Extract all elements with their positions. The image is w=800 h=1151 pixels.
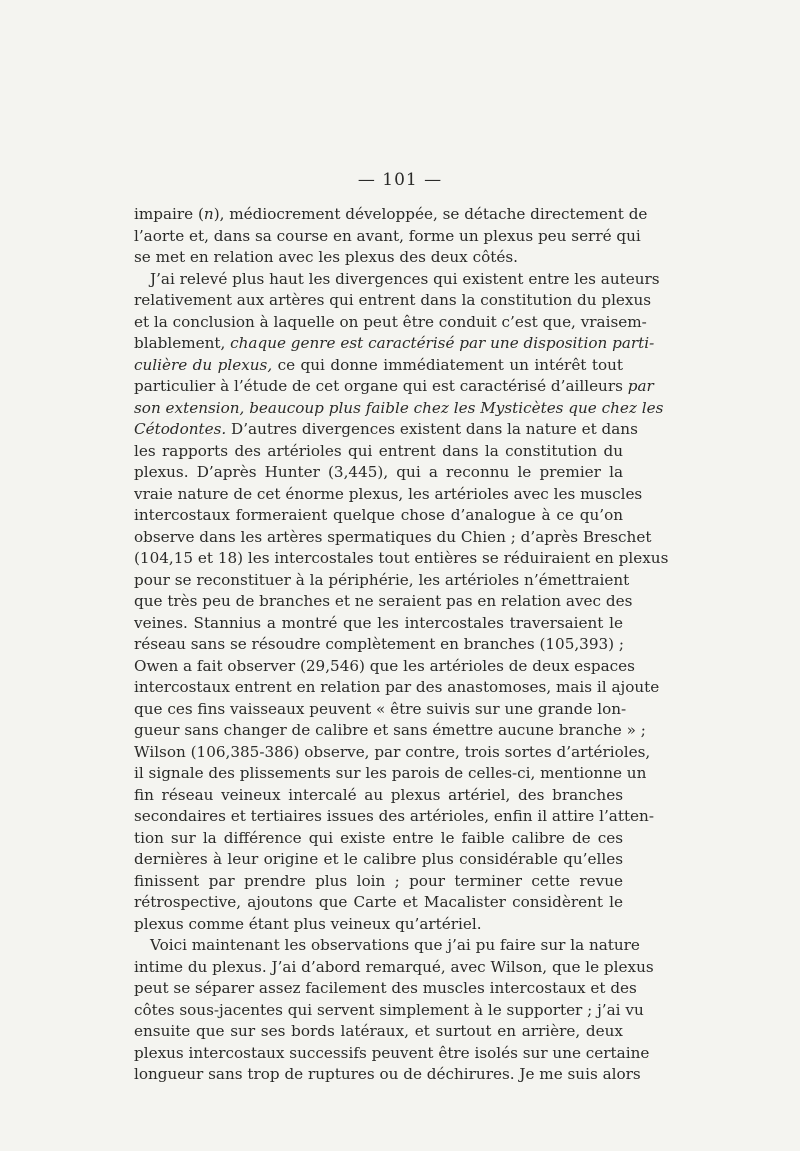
- text-span: D’autres divergences existent dans la nature et dans: [226, 420, 638, 438]
- text-span: pour se reconstituer à la périphérie, les artérioles n’émettraient: [134, 570, 630, 589]
- italic-span: culière du plexus,: [134, 355, 273, 374]
- text-span: finissent par prendre plus loin ; pour terminer cette revue: [134, 871, 623, 890]
- text-span: intercostaux formeraient quelque chose d’analogue à ce qu’on: [134, 506, 623, 524]
- text-line: [134, 656, 635, 678]
- text-line: [134, 527, 652, 549]
- text-span: l’aorte et, dans sa course en avant, forme un plexus peu serré qui: [134, 226, 641, 245]
- text-line: [134, 742, 651, 764]
- text-line: [134, 591, 633, 613]
- text-span: gueur sans changer de calibre et sans émettre aucune branche » ;: [134, 721, 646, 739]
- text-span: Wilson (106,385-386) observe, par contre, trois sortes d’artérioles,: [134, 742, 651, 761]
- text-span: plexus intercostaux successifs peuvent être isolés sur une certaine: [134, 1043, 650, 1062]
- text-line: [134, 355, 623, 377]
- text-line: [134, 484, 643, 506]
- text-line: [134, 548, 669, 570]
- text-span: se met en relation avec les plexus des deux côtés.: [134, 248, 518, 266]
- text-line: [134, 312, 647, 334]
- text-line: [134, 914, 623, 936]
- text-span: tion sur la différence qui existe entre le faible calibre de ces: [134, 828, 623, 847]
- text-span: peut se séparer assez facilement des muscles intercostaux et des: [134, 979, 637, 997]
- text-span: blablement,: [134, 334, 231, 352]
- text-line: [134, 1000, 644, 1022]
- text-span: (104,15 et 18) les intercostales tout entières se réduiraient en plexus: [134, 549, 669, 567]
- text-line: [134, 871, 623, 893]
- text-line: [134, 1021, 623, 1043]
- text-line: [134, 677, 660, 699]
- text-line: [134, 892, 623, 914]
- italic-span: chaque genre est caractérisé par une disposition parti-: [230, 334, 655, 352]
- italic-span: Cétodontes.: [134, 420, 227, 438]
- text-span: secondaires et tertiaires issues des artérioles, enfin il attire l’atten-: [134, 807, 654, 825]
- text-line: [134, 462, 623, 484]
- text-line: [134, 204, 648, 226]
- text-span: fin réseau veineux intercalé au plexus artériel, des branches: [134, 785, 623, 804]
- text-line: [134, 978, 637, 1000]
- italic-span: par: [627, 377, 654, 395]
- text-span: ce qui donne immédiatement un intérêt tout: [272, 355, 623, 374]
- text-line: [134, 634, 623, 656]
- page-number: — 101 —: [357, 170, 443, 190]
- text-line: [134, 1043, 650, 1065]
- text-line: [134, 247, 623, 269]
- text-span: que ces fins vaisseaux peuvent « être suivis sur une grande lon-: [134, 699, 627, 718]
- text-line: [134, 828, 623, 850]
- text-line: [134, 806, 654, 828]
- text-span: rétrospective, ajoutons que Carte et Macalister considèrent le: [134, 893, 623, 911]
- text-span: Voici maintenant les observations que j’ai pu faire sur la nature: [150, 936, 640, 954]
- text-line: [134, 720, 646, 742]
- text-span: que très peu de branches et ne seraient pas en relation avec des: [134, 592, 633, 610]
- text-span: ensuite que sur ses bords latéraux, et surtout en arrière, deux: [134, 1022, 623, 1040]
- italic-span: son extension, beaucoup plus faible chez les Mysticètes que chez les: [134, 398, 664, 417]
- body-text: [134, 204, 669, 1086]
- text-line: [134, 935, 640, 957]
- text-line: [134, 699, 627, 721]
- text-span: et la conclusion à laquelle on peut être conduit c’est que, vraisem-: [134, 312, 647, 331]
- text-line: [134, 570, 630, 592]
- text-span: veines. Stannius a montré que les intercostales traversaient le: [134, 613, 623, 632]
- text-line: [134, 957, 654, 979]
- text-line: [134, 1064, 641, 1086]
- text-span: les rapports des artérioles qui entrent dans la constitution du: [134, 441, 623, 460]
- text-span: intime du plexus. J’ai d’abord remarqué, avec Wilson, que le plexus: [134, 957, 654, 976]
- text-line: [134, 441, 623, 463]
- text-span: relativement aux artères qui entrent dans la constitution du plexus: [134, 291, 652, 309]
- text-line: [134, 763, 647, 785]
- text-span: impaire (: [134, 205, 204, 223]
- text-span: plexus comme étant plus veineux qu’artériel.: [134, 914, 482, 933]
- text-span: Owen a fait observer (29,546) que les artérioles de deux espaces: [134, 656, 635, 675]
- text-span: observe dans les artères spermatiques du Chien ; d’après Breschet: [134, 527, 652, 546]
- text-span: vraie nature de cet énorme plexus, les artérioles avec les muscles: [134, 484, 643, 503]
- italic-span: n: [203, 205, 214, 223]
- text-line: [134, 849, 623, 871]
- text-span: ), médiocrement développée, se détache directement de: [213, 205, 648, 223]
- text-span: réseau sans se résoudre complètement en branches (105,393) ;: [134, 635, 625, 653]
- text-line: [134, 785, 623, 807]
- text-span: J’ai relevé plus haut les divergences qui existent entre les auteurs: [150, 269, 660, 288]
- text-line: [134, 419, 638, 441]
- text-line: [134, 290, 652, 312]
- text-span: longueur sans trop de ruptures ou de déchirures. Je me suis alors: [134, 1065, 641, 1083]
- text-line: [134, 269, 660, 291]
- text-line: [134, 376, 654, 398]
- text-line: [134, 226, 641, 248]
- text-span: intercostaux entrent en relation par des anastomoses, mais il ajoute: [134, 678, 660, 696]
- text-span: particulier à l’étude de cet organe qui est caractérisé d’ailleurs: [134, 377, 628, 395]
- text-line: [134, 505, 623, 527]
- text-span: côtes sous-jacentes qui servent simplement à le supporter ; j’ai vu: [134, 1000, 644, 1019]
- text-span: plexus. D’après Hunter (3,445), qui a reconnu le premier la: [134, 463, 623, 481]
- text-span: il signale des plissements sur les parois de celles-ci, mentionne un: [134, 764, 647, 782]
- text-line: [134, 613, 623, 635]
- text-span: dernières à leur origine et le calibre plus considérable qu’elles: [134, 850, 623, 868]
- text-line: [134, 333, 655, 355]
- text-line: [134, 398, 664, 420]
